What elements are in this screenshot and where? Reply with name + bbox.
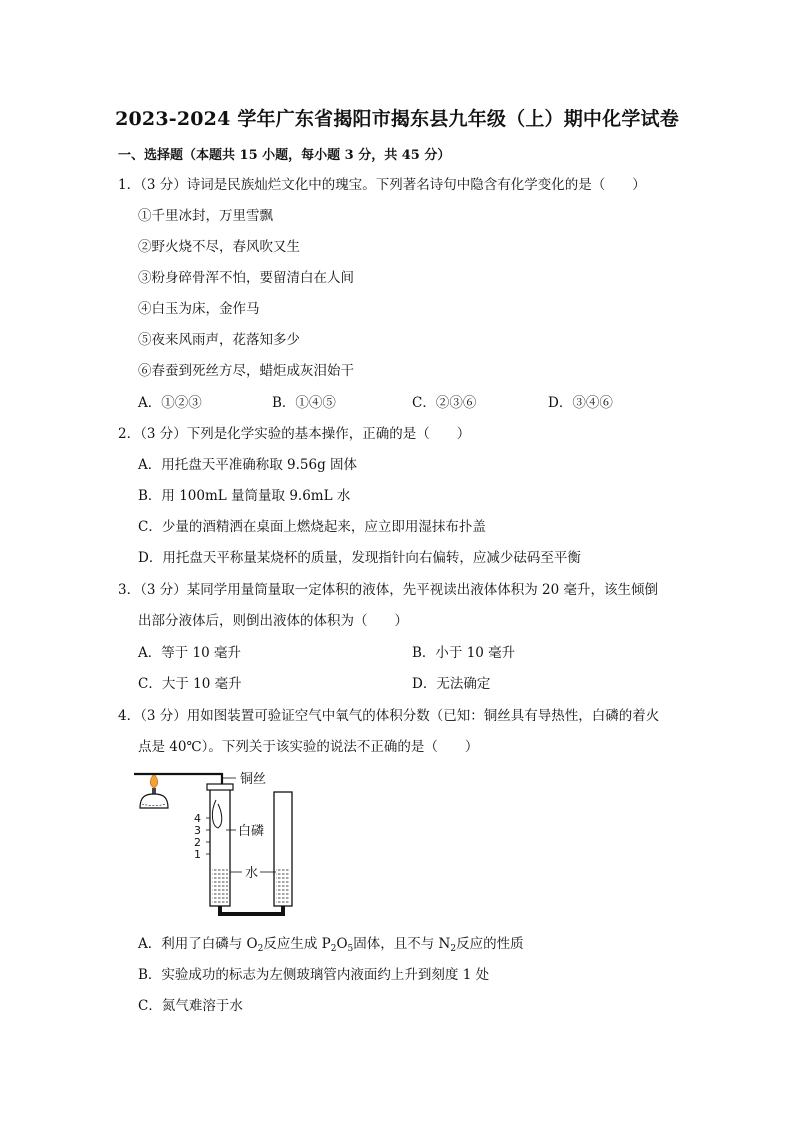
q2-option-b: B．用 100mL 量筒量取 9.6mL 水 (138, 488, 351, 504)
q3-option-b: B．小于 10 毫升 (412, 645, 516, 661)
q1-stem: 1．（3 分）诗词是民族灿烂文化中的瑰宝。下列著名诗句中隐含有化学变化的是（ ） (118, 177, 646, 193)
q1-option-b: B．①④⑤ (272, 395, 336, 411)
label-copper-wire: 铜丝 (240, 772, 267, 787)
q1-item: ②野火烧不尽，春风吹又生 (138, 239, 300, 255)
alcohol-lamp-icon (140, 774, 168, 808)
apparatus-figure (130, 768, 300, 918)
q3-stem-line1: 3．（3 分）某同学用量筒量取一定体积的液体，先平视读出液体体积为 20 毫升，该生倾倒 (118, 582, 658, 598)
q4-option-a: A．利用了白磷与 $O_2$反应生成 $P_2O_5$固体，且不与 $N_2$反应的性质 (138, 936, 524, 954)
right-glass-tube (274, 792, 292, 906)
q3-stem-line2: 出部分液体后，则倒出液体的体积为（ ） (138, 613, 408, 629)
q2-option-c: C．少量的酒精洒在桌面上燃烧起来，应立即用湿抹布扑盖 (138, 519, 486, 535)
q3-option-a: A．等于 10 毫升 (138, 645, 242, 661)
label-white-phosphorus: 白磷 (238, 824, 265, 839)
q4-stem-line1: 4．（3 分）用如图装置可验证空气中氧气的体积分数（已知：铜丝具有导热性，白磷的着火 (118, 708, 660, 724)
tick-label: 2 (194, 836, 201, 849)
q1-option-d: D．③④⑥ (548, 395, 613, 411)
q4-stem-line2: 点是 40℃）。下列关于该实验的说法不正确的是（ ） (138, 739, 479, 755)
label-water: 水 (245, 866, 259, 881)
q1-item: ⑤夜来风雨声，花落知多少 (138, 332, 300, 348)
q1-option-a: A．①②③ (138, 395, 202, 411)
q3-option-d: D．无法确定 (412, 676, 491, 692)
q4-option-c: C．氮气难溶于水 (138, 998, 243, 1014)
q2-option-d: D．用托盘天平称量某烧杯的质量，发现指针向右偏转，应减少砝码至平衡 (138, 550, 581, 566)
q1-item: ③粉身碎骨浑不怕，要留清白在人间 (138, 270, 354, 286)
section-heading: 一、选择题（本题共 15 小题，每小题 3 分，共 45 分） (118, 148, 451, 163)
q1-item: ④白玉为床，金作马 (138, 301, 260, 317)
q1-item: ①千里冰封，万里雪飘 (138, 208, 273, 224)
q1-option-c: C．②③⑥ (412, 395, 477, 411)
q3-option-c: C．大于 10 毫升 (138, 676, 242, 692)
connecting-tube (220, 906, 283, 914)
left-glass-tube (207, 784, 233, 906)
q4-option-b: B．实验成功的标志为左侧玻璃管内液面约上升到刻度 1 处 (138, 967, 490, 983)
q1-item: ⑥春蚕到死丝方尽，蜡炬成灰泪始干 (138, 363, 354, 379)
q2-option-a: A．用托盘天平准确称取 9.56g 固体 (138, 457, 358, 473)
tick-label: 4 (194, 812, 201, 825)
tick-label: 1 (194, 848, 201, 861)
page-title: 2023-2024 学年广东省揭阳市揭东县九年级（上）期中化学试卷 (115, 108, 679, 130)
q2-stem: 2．（3 分）下列是化学实验的基本操作，正确的是（ ） (118, 426, 471, 442)
tick-label: 3 (194, 824, 201, 837)
